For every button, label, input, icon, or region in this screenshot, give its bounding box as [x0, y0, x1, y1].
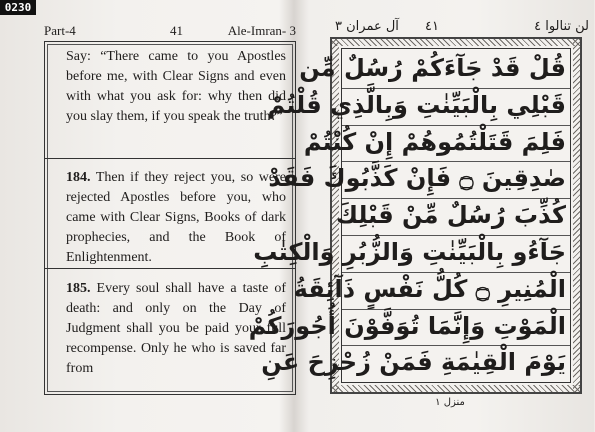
juz-label: لن تنالوا ٤ [534, 19, 589, 34]
arabic-line: فَلِمَ قَتَلْتُمُوهُمْ إِنْ كُنْتُمْ [303, 128, 566, 156]
manzil-footer: منزل ١ [435, 397, 465, 408]
left-page-header [44, 23, 296, 37]
part-label: Part-4 [44, 23, 76, 38]
arabic-surah-label: آل عمران ٣ [335, 19, 399, 34]
arabic-line: جَآءُو بِالْبَيِّنٰتِ وَالزُّبُرِ وَالْكِتٰبِ [253, 238, 566, 266]
arabic-line: يَوْمَ الْقِيٰمَةِ فَمَنْ زُحْزِحَ عَنِ [261, 348, 566, 376]
arabic-line: قَبْلِي بِالْبَيِّنٰتِ وَبِالَّذِي قُلْتُمْ [267, 91, 566, 119]
paragraph-text: Every soul shall have a taste of death: and only on the Day of Judgment shall you be paid your full recompense. Only he who is saved far from [66, 281, 286, 376]
paragraph-text: Then if they reject you, so were rejected Apostles before you, who came with Clear Signs, Books of dark prophecies, and the Book of Enlightenment. [66, 170, 286, 265]
arabic-line: الْمَوْتِ وَإِنَّمَا تُوَفَّوْنَ أُجُورَكُمْ [248, 312, 566, 340]
right-page-header [325, 19, 595, 35]
page-number: 41 [170, 23, 183, 38]
page-id-badge: 0230 [0, 0, 36, 15]
arabic-line: صٰدِقِينَ ۝ فَإِنْ كَذَّبُوكَ فَقَدْ [268, 164, 566, 192]
paragraph-divider [45, 158, 295, 159]
arabic-line: قُلْ قَدْ جَآءَكُمْ رُسُلٌ مِّن [299, 54, 566, 82]
verse-number: 184. [66, 170, 91, 185]
verse-number: 185. [66, 281, 91, 296]
arabic-page-number: ٤١ [425, 19, 439, 34]
translation-paragraph [66, 47, 286, 127]
arabic-line: الْمُنِيرِ ۝ كُلُّ نَفْسٍ ذَآئِقَةُ [293, 275, 566, 303]
surah-label: Ale-Imran- 3 [227, 23, 296, 38]
arabic-line: كُذِّبَ رُسُلٌ مِّنْ قَبْلِكَ [336, 201, 566, 229]
paragraph-text: Say: “There came to you Apostles before me, with Clear Signs and even with what you ask for: why then did you slay them, if you speak the truth?” [66, 49, 286, 124]
